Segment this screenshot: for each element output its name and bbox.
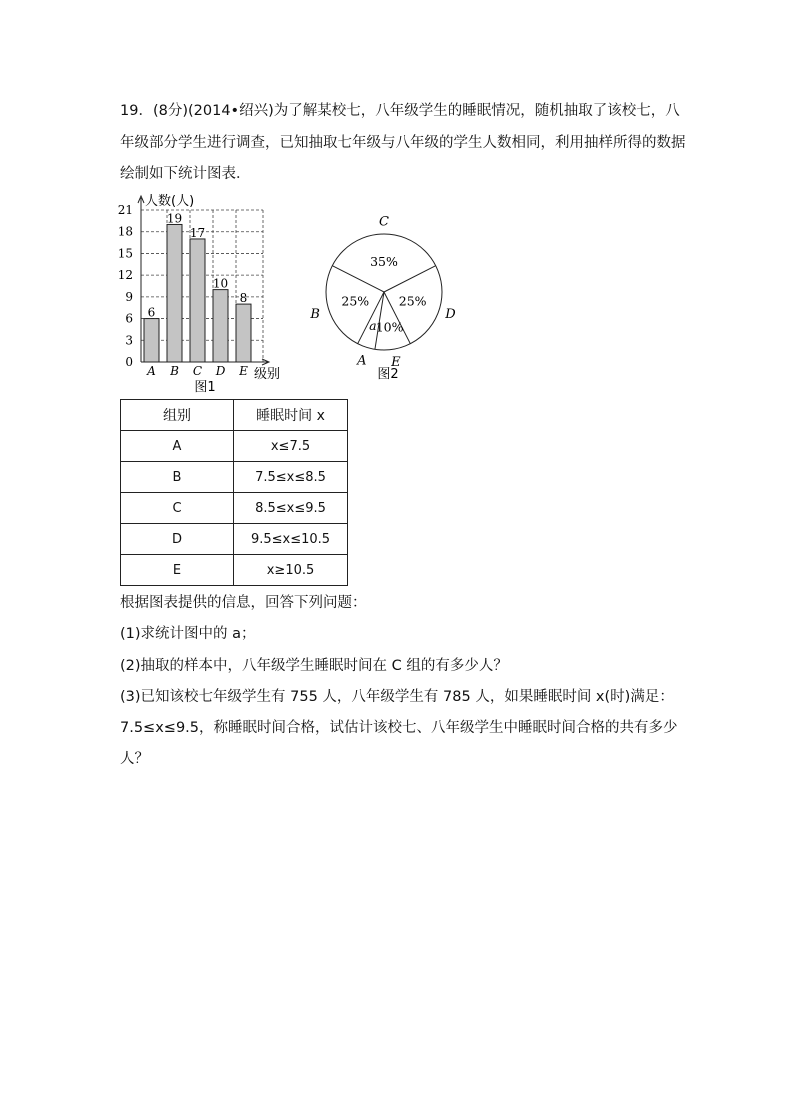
group-table bbox=[120, 399, 348, 586]
bar-data-label: 8 bbox=[239, 291, 248, 306]
y-tick-label: 9 bbox=[125, 289, 133, 304]
bar-data-label: 6 bbox=[147, 305, 156, 320]
table-row bbox=[121, 431, 348, 462]
question-3-line-1: (3)已知该校七年级学生有 755 人，八年级学生有 785 人，如果睡眠时间 x(时)满足： bbox=[120, 689, 674, 705]
pie-slice-label-e: E bbox=[391, 355, 401, 371]
bar-e bbox=[236, 304, 251, 362]
y-tick-label: 6 bbox=[125, 311, 133, 326]
table-cell-range: 8.5≤x≤9.5 bbox=[234, 493, 348, 524]
bar-data-label: 19 bbox=[166, 211, 183, 226]
problem-line-2: 年级部分学生进行调查，已知抽取七年级与八年级的学生人数相同，利用抽样所得的数据 bbox=[120, 135, 686, 151]
questions-intro: 根据图表提供的信息，回答下列问题： bbox=[120, 595, 367, 611]
y-tick-label: 12 bbox=[117, 268, 133, 283]
pie-slice-label-a: A bbox=[357, 353, 367, 369]
pie-slice-percent-e: 10% bbox=[375, 319, 404, 335]
pie-slice-label-c: C bbox=[379, 214, 389, 230]
x-tick-label: C bbox=[192, 364, 203, 378]
y-tick-label: 15 bbox=[117, 246, 133, 261]
pie-slice-percent-c: 35% bbox=[370, 253, 398, 269]
table-row bbox=[121, 462, 348, 493]
question-3-line-2: 7.5≤x≤9.5，称睡眠时间合格，试估计该校七、八年级学生中睡眠时间合格的共有多少 bbox=[120, 720, 678, 736]
bar-d bbox=[213, 290, 228, 362]
pie-slice-border-c bbox=[332, 266, 384, 292]
y-tick-label: 18 bbox=[117, 224, 133, 239]
table-row bbox=[121, 493, 348, 524]
pie-chart bbox=[300, 212, 475, 384]
table-cell-group: A bbox=[121, 431, 234, 462]
pie-slice-percent-a: a bbox=[369, 318, 377, 334]
table-cell-group: E bbox=[121, 555, 234, 586]
problem-line-3: 绘制如下统计图表． bbox=[120, 166, 251, 182]
bar-chart bbox=[108, 192, 298, 397]
question-3-line-3: 人？ bbox=[120, 751, 149, 767]
y-axis-label: 人数(人) bbox=[145, 194, 195, 209]
figure-1-caption: 图1 bbox=[194, 380, 216, 395]
y-tick-label: 0 bbox=[125, 355, 133, 369]
x-tick-label: A bbox=[147, 364, 156, 378]
table-cell-range: 9.5≤x≤10.5 bbox=[234, 524, 348, 555]
pie-slice-border-d bbox=[384, 266, 436, 292]
question-2: (2)抽取的样本中，八年级学生睡眠时间在 C 组的有多少人？ bbox=[120, 658, 508, 674]
bar-a bbox=[144, 319, 159, 362]
table-cell-group: D bbox=[121, 524, 234, 555]
table-cell-range: 7.5≤x≤8.5 bbox=[234, 462, 348, 493]
bar-data-label: 10 bbox=[212, 276, 229, 291]
table-cell-range: x≤7.5 bbox=[234, 431, 348, 462]
pie-slice-label-d: D bbox=[445, 307, 456, 323]
question-1: (1)求统计图中的 a； bbox=[120, 626, 256, 642]
table-cell-range: x≥10.5 bbox=[234, 555, 348, 586]
y-tick-label: 21 bbox=[117, 203, 133, 217]
problem-line-1: 19．(8分)(2014•绍兴)为了解某校七，八年级学生的睡眠情况，随机抽取了该校七，八 bbox=[120, 103, 680, 119]
table-cell-group: C bbox=[121, 493, 234, 524]
bar-data-label: 17 bbox=[189, 225, 206, 240]
pie-slice-percent-d: 25% bbox=[398, 293, 427, 309]
x-tick-label: D bbox=[215, 364, 226, 378]
x-axis-label: 级别 bbox=[254, 367, 281, 382]
bar-c bbox=[190, 239, 205, 362]
bar-b bbox=[167, 224, 182, 362]
y-tick-label: 3 bbox=[125, 333, 133, 348]
table-header-time: 睡眠时间 x bbox=[234, 400, 348, 431]
pie-slice-percent-b: 25% bbox=[341, 293, 370, 309]
figure-2-caption: 图2 bbox=[377, 367, 399, 382]
pie-slice-label-b: B bbox=[310, 307, 320, 323]
x-tick-label: B bbox=[170, 364, 179, 378]
table-row bbox=[121, 555, 348, 586]
x-tick-label: E bbox=[239, 364, 248, 378]
table-header-group: 组别 bbox=[121, 400, 234, 431]
table-row bbox=[121, 524, 348, 555]
table-cell-group: B bbox=[121, 462, 234, 493]
table-header-row bbox=[121, 400, 348, 431]
